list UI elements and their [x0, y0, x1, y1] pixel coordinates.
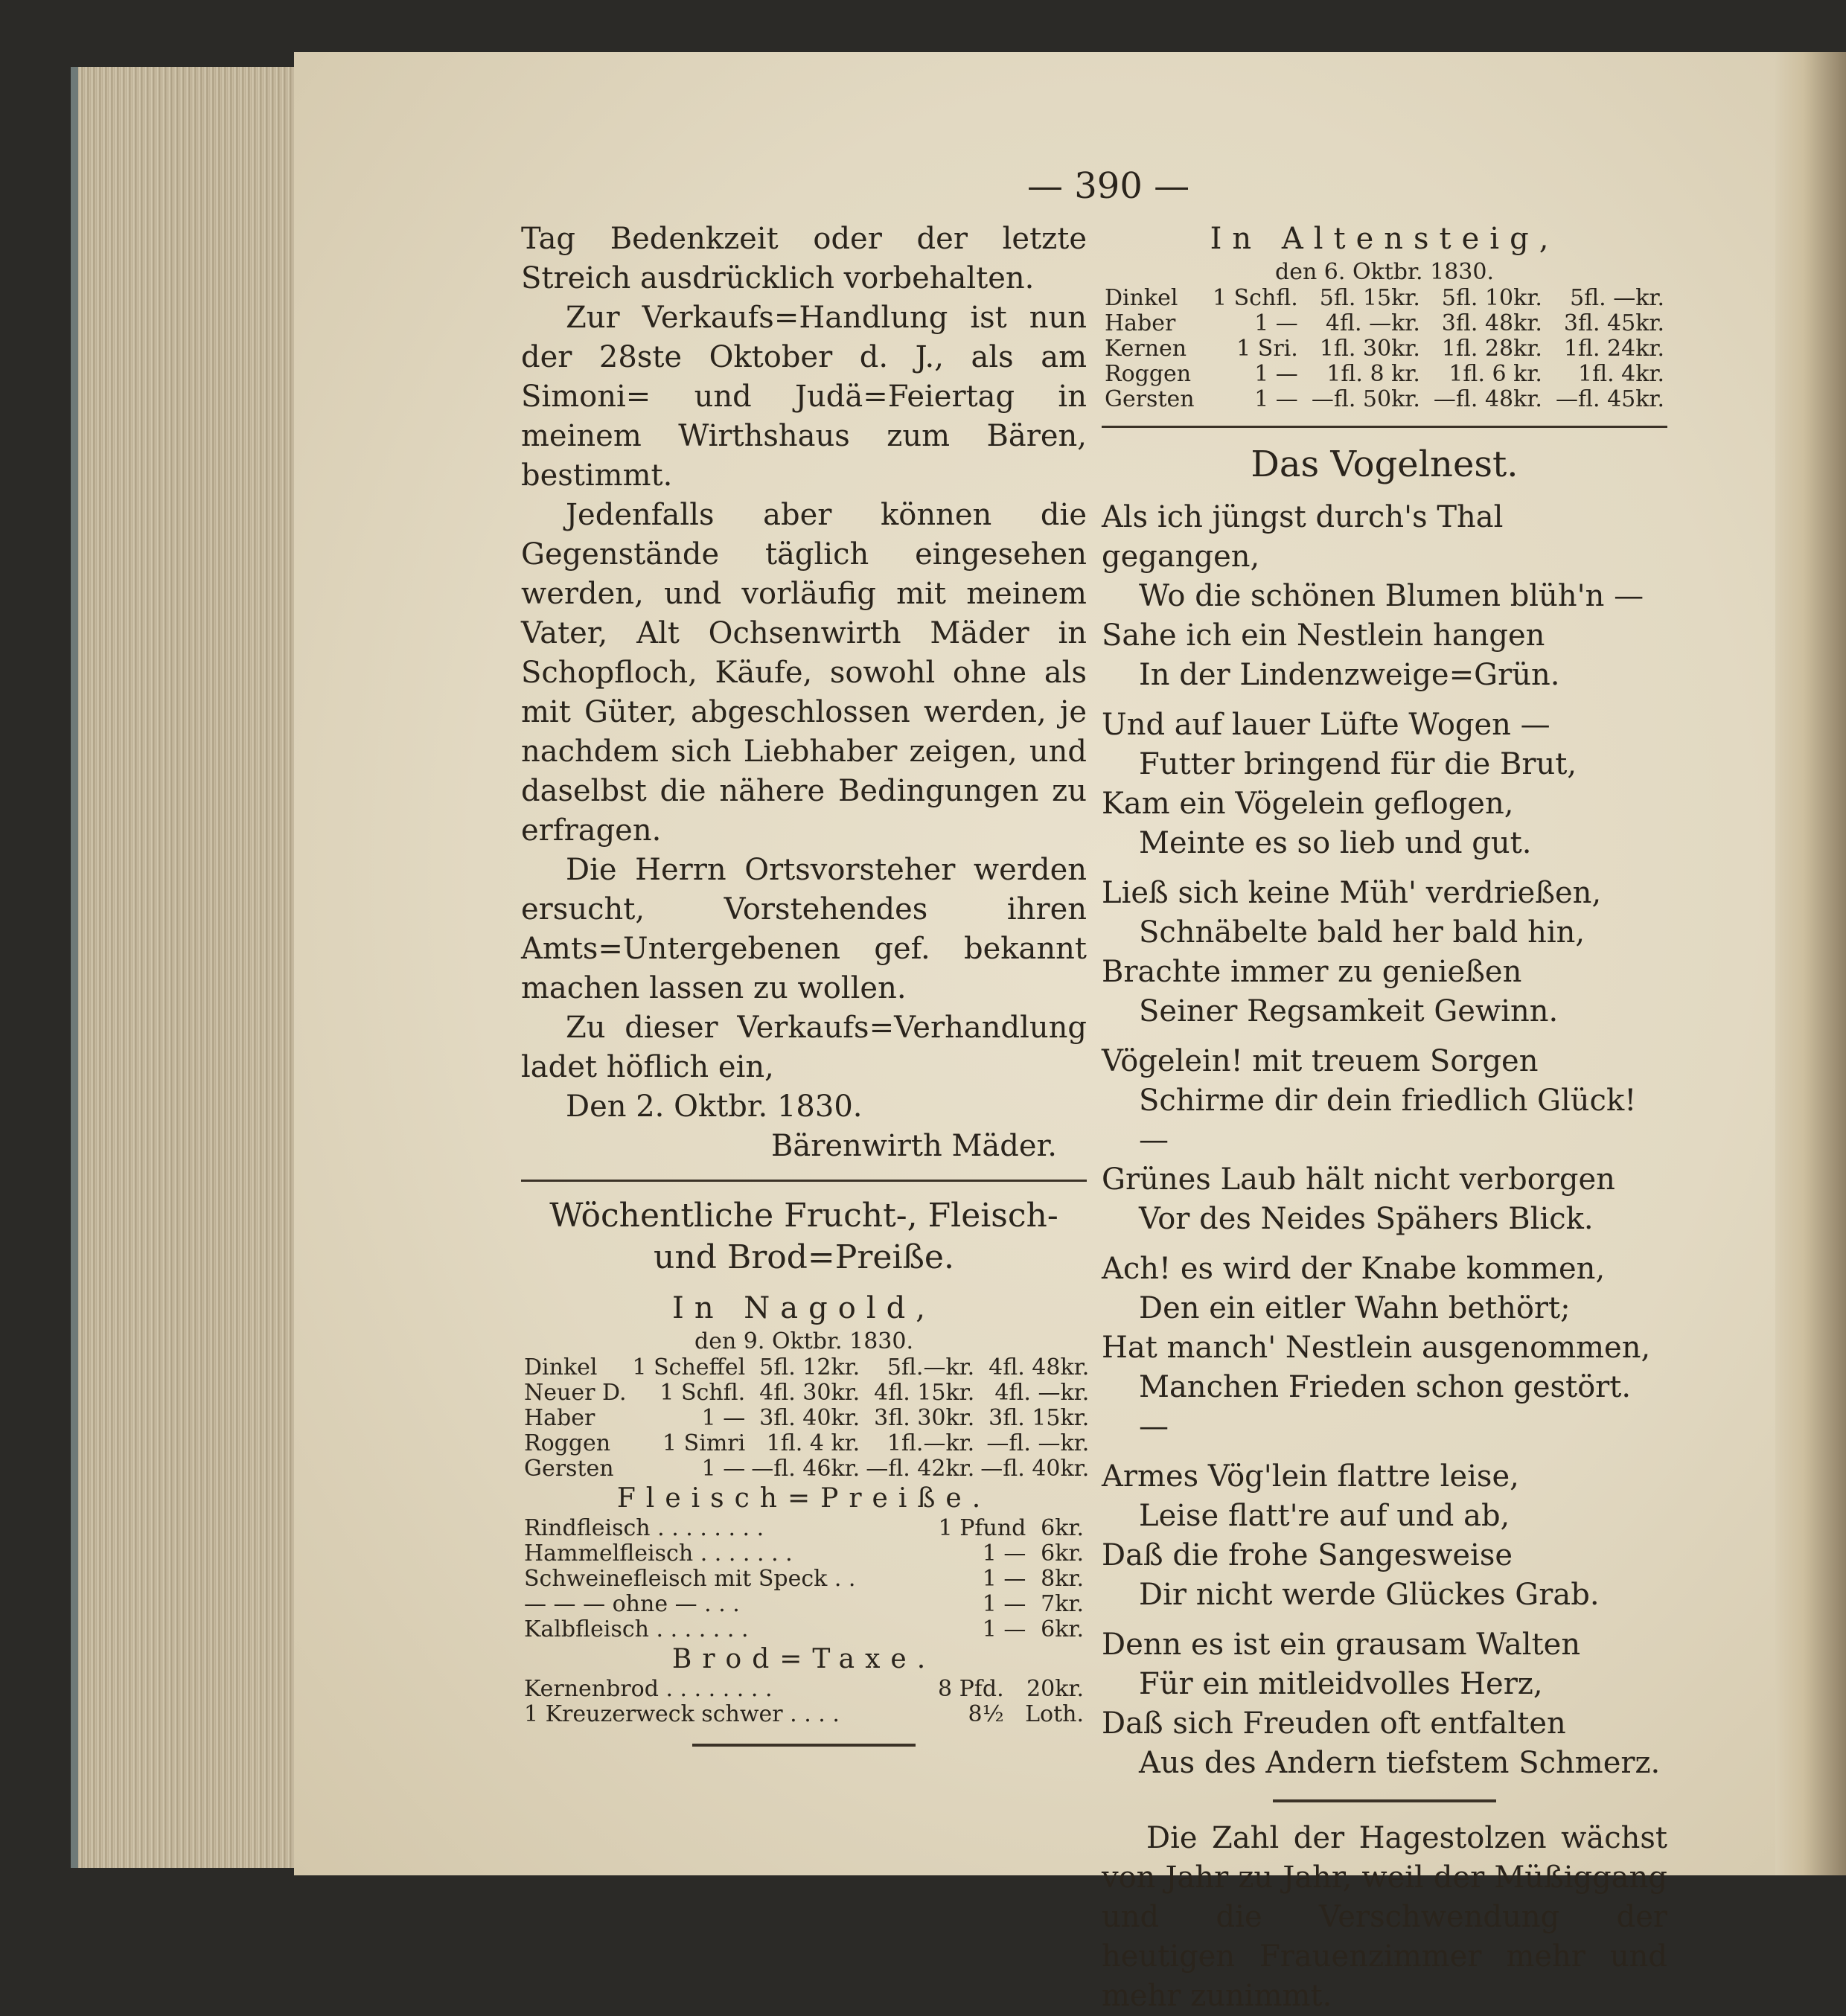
table-cell: 3fl. 40kr. — [759, 1405, 860, 1431]
poem-line: Und auf lauer Lüfte Wogen — — [1102, 708, 1550, 742]
table-cell: 4fl. 30kr. — [759, 1380, 860, 1406]
table-cell: 1fl. 24kr. — [1563, 336, 1664, 362]
price-row — [521, 1516, 1087, 1541]
table-cell: 7kr. — [1041, 1591, 1084, 1617]
poem-line: Schirme dir dein friedlich Glück! — — [1139, 1084, 1637, 1157]
table-cell: Gersten — [1105, 386, 1195, 412]
table-cell: 1 — — [1254, 386, 1298, 412]
divider — [692, 1744, 916, 1747]
table-cell: 4fl. —kr. — [1325, 310, 1420, 336]
table-cell: 1fl. 4 kr. — [766, 1430, 860, 1456]
poem — [1102, 498, 1667, 1783]
table-cell: 1fl. 30kr. — [1319, 336, 1420, 362]
bread-tax-title: Brod=Taxe. — [671, 1644, 936, 1674]
signature: Bärenwirth Mäder. — [770, 1129, 1057, 1163]
meat-prices-title: Fleisch=Preiße. — [616, 1483, 991, 1514]
date-heading: den 6. Oktbr. 1830. — [1274, 259, 1494, 285]
poem-line: Hat manch' Nestlein ausgenommen, — [1102, 1331, 1651, 1365]
table-cell: 1 — — [1254, 361, 1298, 387]
table-cell: Kalbfleisch . . . . . . . — [524, 1616, 749, 1642]
poem-line: Manchen Frieden schon gestört. — — [1139, 1370, 1632, 1444]
poem-line: Daß die frohe Sangesweise — [1102, 1538, 1513, 1572]
poem-line: Brachte immer zu genießen — [1102, 955, 1522, 989]
table-cell: 1 — — [982, 1540, 1026, 1567]
poem-line: Sahe ich ein Nestlein hangen — [1102, 618, 1545, 653]
table-cell: 5fl.—kr. — [887, 1354, 975, 1380]
table-cell: —fl. 50kr. — [1311, 386, 1420, 412]
table-cell: 3fl. 48kr. — [1441, 310, 1542, 336]
poem-stanza — [1102, 1625, 1667, 1783]
table-cell: 1 Kreuzerweck schwer . . . . — [524, 1701, 840, 1727]
page-gutter-shadow — [1775, 52, 1846, 1875]
poem-line: Leise flatt're auf und ab, — [1139, 1499, 1510, 1533]
poem-line: Dir nicht werde Glückes Grab. — [1139, 1578, 1600, 1612]
price-row — [521, 1617, 1087, 1642]
table-cell: 1 — — [982, 1566, 1026, 1592]
table-cell: Kernen — [1105, 336, 1187, 362]
paragraph: Zur Verkaufs=Handlung ist nun der 28ste Oktober d. J., als am Simoni= und Judä=Feiertag in meinem Wirthshaus zum Bären, bestimmt. — [521, 301, 1087, 493]
table-cell: 5fl. —kr. — [1570, 285, 1664, 311]
table-cell: 1fl. 6 kr. — [1449, 361, 1542, 387]
table-cell: Haber — [1105, 310, 1176, 336]
poem-line: Vor des Neides Spähers Blick. — [1139, 1202, 1594, 1236]
poem-line: Aus des Andern tiefstem Schmerz. — [1139, 1746, 1661, 1780]
bread-price-table — [521, 1677, 1087, 1727]
table-cell: 6kr. — [1041, 1515, 1084, 1541]
poem-stanza — [1102, 874, 1667, 1031]
page-number: — 390 — — [1027, 165, 1190, 207]
book-page-edges — [71, 67, 301, 1868]
table-cell: Rindfleisch . . . . . . . . — [524, 1515, 764, 1541]
table-cell: 1fl.—kr. — [887, 1430, 975, 1456]
grain-price-table-nagold — [521, 1355, 1092, 1482]
table-cell: 1 Pfund — [938, 1515, 1026, 1541]
table-cell: 1 — — [982, 1616, 1026, 1642]
paragraph: Jedenfalls aber können die Gegenstände täglich eingesehen werden, und vorläufig mit meinem Vater, Alt Ochsenwirth Mäder in Schopfloch, Käufe, sowohl ohne als mit Güter, abgeschlossen werden, je nachdem sich Liebhaber zeigen, und daselbst die nähere Bedingungen zu erfragen. — [521, 498, 1087, 848]
table-cell: 1fl. 8 kr. — [1326, 361, 1420, 387]
table-cell: 1 — — [701, 1456, 746, 1482]
table-cell: —fl. —kr. — [986, 1430, 1090, 1456]
divider — [1102, 426, 1667, 428]
table-cell: 20kr. — [1026, 1676, 1084, 1702]
table-cell: —fl. 48kr. — [1433, 386, 1542, 412]
table-cell: Hammelfleisch . . . . . . . — [524, 1540, 793, 1567]
table-cell: 6kr. — [1041, 1616, 1084, 1642]
price-row — [521, 1702, 1087, 1727]
table-cell: 5fl. 10kr. — [1441, 285, 1542, 311]
table-cell: 4fl. 15kr. — [874, 1380, 975, 1406]
table-cell: 1 — — [1254, 310, 1298, 336]
table-cell: 6kr. — [1041, 1540, 1084, 1567]
table-cell: 1fl. 28kr. — [1441, 336, 1542, 362]
table-cell: 8kr. — [1041, 1566, 1084, 1592]
paragraph: Tag Bedenkzeit oder der letzte Streich ausdrücklich vorbehalten. — [521, 222, 1087, 295]
table-cell: —fl. 42kr. — [866, 1456, 975, 1482]
table-cell: Loth. — [1025, 1701, 1084, 1727]
table-cell: 1 — — [982, 1591, 1026, 1617]
table-cell: —fl. 46kr. — [751, 1456, 860, 1482]
poem-line: Für ein mitleidvolles Herz, — [1139, 1667, 1543, 1701]
poem-line: Denn es ist ein grausam Walten — [1102, 1628, 1581, 1662]
poem-stanza — [1102, 1042, 1667, 1239]
paragraph: Zu dieser Verkaufs=Verhandlung ladet höflich ein, — [521, 1011, 1087, 1084]
poem-line: Vögelein! mit treuem Sorgen — [1102, 1044, 1539, 1078]
divider — [521, 1180, 1087, 1182]
table-cell: 5fl. 12kr. — [759, 1354, 860, 1380]
poem-stanza — [1102, 1249, 1667, 1447]
table-cell: 1 Simri — [662, 1430, 746, 1456]
price-row — [521, 1355, 1092, 1380]
meat-price-table — [521, 1516, 1087, 1642]
price-row — [521, 1592, 1087, 1617]
table-cell: Neuer D. — [524, 1380, 627, 1406]
price-row — [521, 1456, 1092, 1482]
right-column — [1102, 220, 1667, 2016]
poem-line: In der Lindenzweige=Grün. — [1139, 658, 1560, 692]
price-row — [1102, 387, 1667, 412]
price-row — [1102, 336, 1667, 362]
price-row — [521, 1380, 1092, 1406]
table-cell: 1 Scheffel — [632, 1354, 746, 1380]
table-cell: 1fl. 4kr. — [1577, 361, 1664, 387]
paragraph: Die Herrn Ortsvorsteher werden ersucht, Vorstehendes ihren Amts=Untergebenen gef. bekannt machen lassen zu wollen. — [521, 853, 1087, 1005]
price-row — [521, 1567, 1087, 1592]
poem-stanza — [1102, 1457, 1667, 1615]
poem-line: Kam ein Vögelein geflogen, — [1102, 787, 1514, 821]
poem-line: Wo die schönen Blumen blüh'n — — [1139, 579, 1644, 613]
table-cell: —fl. 45kr. — [1555, 386, 1664, 412]
section-title: Wöchentliche Frucht-, Fleisch- und Brod=Preiße. — [549, 1197, 1058, 1276]
poem-line: Seiner Regsamkeit Gewinn. — [1139, 994, 1559, 1028]
table-cell: 5fl. 15kr. — [1319, 285, 1420, 311]
poem-line: Schnäbelte bald her bald hin, — [1139, 915, 1585, 950]
poem-line: Futter bringend für die Brut, — [1139, 747, 1577, 781]
table-cell: 8½ — [968, 1701, 1004, 1727]
table-cell: — — — ohne — . . . — [524, 1591, 740, 1617]
table-cell: 3fl. 15kr. — [989, 1405, 1090, 1431]
table-cell: 3fl. 30kr. — [874, 1405, 975, 1431]
table-cell: 4fl. 48kr. — [989, 1354, 1090, 1380]
price-row — [521, 1406, 1092, 1431]
poem-stanza — [1102, 498, 1667, 695]
price-row — [1102, 362, 1667, 387]
poem-line: Daß sich Freuden oft entfalten — [1102, 1706, 1566, 1741]
poem-line: Grünes Laub hält nicht verborgen — [1102, 1162, 1615, 1197]
date-heading: den 9. Oktbr. 1830. — [694, 1328, 913, 1354]
poem-line: Ließ sich keine Müh' verdrießen, — [1102, 876, 1602, 910]
poem-line: Den ein eitler Wahn bethört; — [1139, 1291, 1571, 1325]
grain-price-table-altensteig — [1102, 286, 1667, 412]
price-row — [1102, 286, 1667, 311]
table-cell: Gersten — [524, 1456, 614, 1482]
table-cell: —fl. 40kr. — [980, 1456, 1090, 1482]
price-row — [521, 1431, 1092, 1456]
left-column — [521, 220, 1090, 1763]
divider — [1273, 1799, 1496, 1802]
table-cell: Schweinefleisch mit Speck . . — [524, 1566, 856, 1592]
table-cell: 1 — — [701, 1405, 746, 1431]
place-heading: In Altensteig, — [1210, 222, 1559, 256]
date-line: Den 2. Oktbr. 1830. — [566, 1089, 863, 1124]
price-row — [521, 1677, 1087, 1702]
poem-title: Das Vogelnest. — [1251, 444, 1518, 485]
poem-line: Als ich jüngst durch's Thal gegangen, — [1102, 500, 1504, 574]
table-cell: 4fl. —kr. — [994, 1380, 1090, 1406]
poem-line: Ach! es wird der Knabe kommen, — [1102, 1252, 1606, 1286]
table-cell: Roggen — [1105, 361, 1192, 387]
table-cell: Roggen — [524, 1430, 611, 1456]
price-row — [1102, 311, 1667, 336]
table-cell: 8 Pfd. — [938, 1676, 1004, 1702]
table-cell: Dinkel — [1105, 285, 1178, 311]
table-cell: Dinkel — [524, 1354, 598, 1380]
closing-paragraph: Die Zahl der Hagestolzen wächst von Jahr zu Jahr, weil der Müßiggang und die Verschwendung der heutigen Frauenzimmer mehr und mehr zunimmt. — [1102, 1821, 1667, 2013]
table-cell: 1 Schfl. — [659, 1380, 746, 1406]
price-row — [521, 1541, 1087, 1567]
poem-stanza — [1102, 705, 1667, 863]
table-cell: Kernenbrod . . . . . . . . — [524, 1676, 773, 1702]
poem-line: Armes Vög'lein flattre leise, — [1102, 1459, 1519, 1494]
table-cell: Haber — [524, 1405, 595, 1431]
table-cell: 1 Schfl. — [1212, 285, 1298, 311]
poem-line: Meinte es so lieb und gut. — [1139, 826, 1532, 860]
table-cell: 1 Sri. — [1236, 336, 1298, 362]
place-heading: In Nagold, — [672, 1291, 936, 1325]
table-cell: 3fl. 45kr. — [1563, 310, 1664, 336]
